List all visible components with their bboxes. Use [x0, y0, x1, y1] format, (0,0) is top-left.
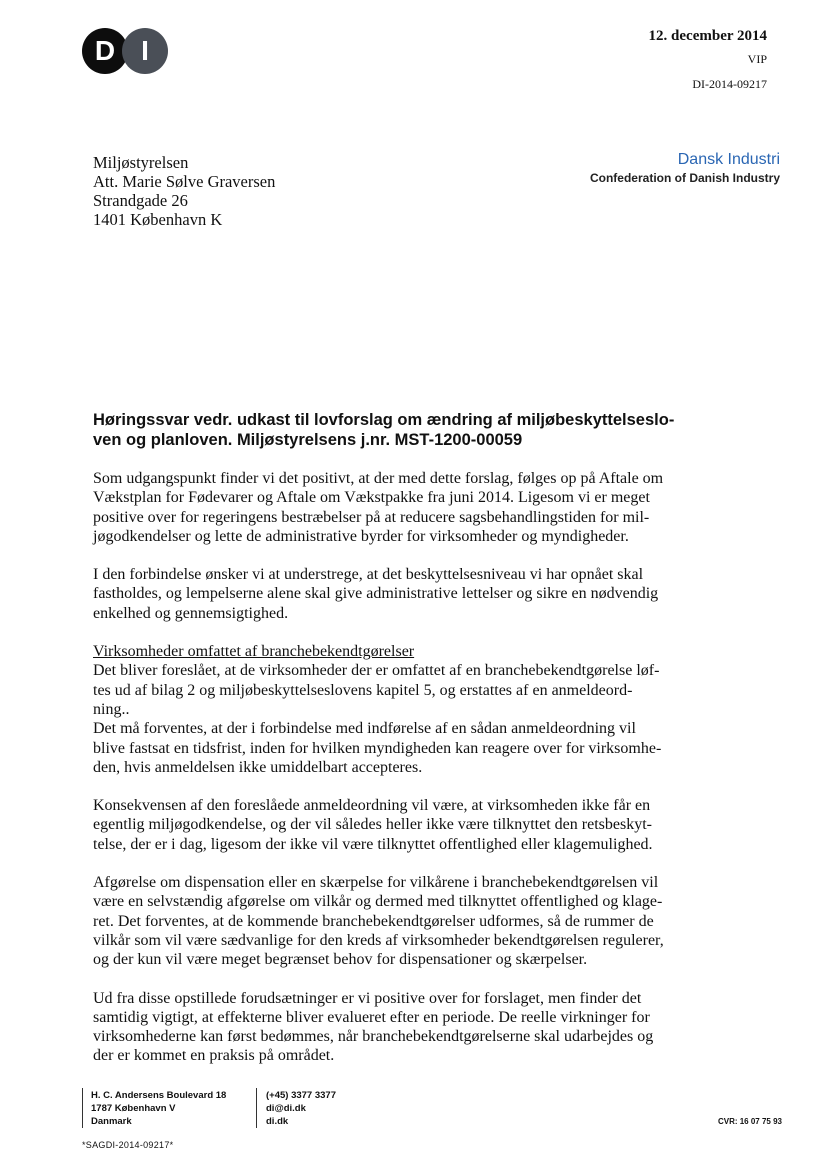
footer-divider — [256, 1088, 257, 1128]
section-heading: Virksomheder omfattet af branchebekendtgørelser — [93, 643, 415, 661]
body-line: Det må forventes, at der i forbindelse med indførelse af en sådan anmeldeordning vil — [93, 720, 636, 738]
body-line: Som udgangspunkt finder vi det positivt, at der med dette forslag, følges op på Aftale om — [93, 470, 664, 487]
body-line: Ud fra disse opstillede forudsætninger er vi positive over for forslaget, men finder det — [93, 989, 642, 1007]
body-line: tes ud af bilag 2 og miljøbeskyttelseslovens kapitel 5, og erstattes af en anmeldeord- — [93, 681, 633, 699]
body-line: og der kun vil være meget begrænset behov for dispensationer og skærpelser. — [93, 951, 588, 969]
body-line: Det bliver foreslået, at de virksomheder der er omfattet af en branchebekendtgørelse løf- — [93, 662, 660, 680]
body-line: være en selvstændig afgørelse om vilkår og dermed med tilknyttet offentlighed og klage- — [93, 893, 663, 911]
body-line: vilkår som vil være sædvanlige for den kreds af virksomheder bekendtgørelsen regulerer, — [93, 931, 664, 949]
body-line: virksomhederne kan først bedømmes, når branchebekendtgørelserne skal udarbejdes og — [93, 1028, 654, 1046]
recipient-address — [93, 153, 275, 229]
footer-phone[interactable]: (+45) 3377 3377 — [266, 1090, 336, 1101]
address-line: 1401 København K — [93, 210, 223, 229]
body-line: samtidig vigtigt, at effekterne bliver evalueret efter en periode. De reelle virkninger for — [93, 1008, 650, 1026]
body-line: telse, der er i dag, ligesom der ikke vil være tilknyttet offentlighed eller klagemulighed. — [93, 835, 653, 853]
cvr-number: CVR: 16 07 75 93 — [717, 1117, 782, 1126]
logo-letter-d: D — [82, 28, 128, 74]
paragraph-2 — [93, 565, 713, 623]
footer-website[interactable]: di.dk — [266, 1116, 289, 1127]
footer-divider — [82, 1088, 83, 1128]
body-line: ning.. — [93, 700, 130, 718]
paragraph-1 — [93, 469, 713, 546]
paragraph-6 — [93, 989, 713, 1066]
address-line: Strandgade 26 — [93, 191, 188, 210]
body-line: den, hvis anmeldelsen ikke umiddelbart accepteres. — [93, 758, 423, 776]
body-line: jøgodkendelser og lette de administrative byrder for virksomheder og myndigheder. — [93, 527, 629, 545]
letter-date: 12. december 2014 — [648, 28, 767, 44]
brand-subtitle: Confederation of Danish Industry — [589, 171, 780, 185]
body-line: fastholdes, og lempelserne alene skal give administrative lettelser og sikre en nødvendig — [93, 585, 659, 603]
subject-line: ven og planloven. Miljøstyrelsens j.nr. MST-1200-00059 — [93, 431, 523, 449]
logo-letter-i: I — [122, 28, 168, 74]
body-line: der er kommet en praksis på området. — [93, 1047, 335, 1065]
document-code: *SAGDI-2014-09217* — [82, 1140, 174, 1150]
body-line: ret. Det forventes, at de kommende branchebekendtgørelser udformes, så de rummer de — [93, 912, 654, 930]
reference-number: DI-2014-09217 — [692, 77, 767, 91]
body-line: blive fastsat en tidsfrist, inden for hvilken myndigheden kan reagere over for virksomhe- — [93, 739, 662, 757]
body-line: positive over for regeringens bestræbelser på at reducere sagsbehandlingstiden for mil- — [93, 508, 650, 526]
footer-contact — [266, 1089, 336, 1128]
footer-address-line: Danmark — [91, 1116, 132, 1127]
subject-line: Høringssvar vedr. udkast til lovforslag om ændring af miljøbeskyttelseslo- — [93, 411, 675, 429]
footer-address-line: 1787 København V — [91, 1103, 176, 1114]
address-line: Att. Marie Sølve Graversen — [93, 172, 276, 191]
letter-subject — [93, 410, 733, 450]
brand-name: Dansk Industri — [677, 151, 780, 168]
footer-email[interactable]: di@di.dk — [266, 1103, 306, 1114]
body-line: Afgørelse om dispensation eller en skærpelse for vilkårene i branchebekendtgørelsen vil — [93, 874, 659, 892]
body-line: Vækstplan for Fødevarer og Aftale om Vækstpakke fra juni 2014. Ligesom vi er meget — [93, 489, 650, 507]
letter-body — [93, 469, 713, 1066]
body-line: Konsekvensen af den foreslåede anmeldeordning vil være, at virksomheden ikke får en — [93, 797, 651, 815]
footer-address — [91, 1089, 226, 1128]
di-logo — [82, 28, 172, 74]
body-line: enkelhed og gennemsigtighed. — [93, 604, 289, 622]
address-line: Miljøstyrelsen — [93, 153, 189, 172]
body-line: I den forbindelse ønsker vi at understrege, at det beskyttelsesniveau vi har opnået skal — [93, 566, 644, 584]
paragraph-3 — [93, 661, 713, 777]
paragraph-5 — [93, 873, 713, 969]
paragraph-4 — [93, 796, 713, 854]
footer-address-line: H. C. Andersens Boulevard 18 — [91, 1090, 227, 1101]
author-initials: VIP — [747, 52, 767, 66]
body-line: egentlig miljøgodkendelse, og der vil således heller ikke være tilknyttet den retsbeskyt- — [93, 816, 652, 834]
